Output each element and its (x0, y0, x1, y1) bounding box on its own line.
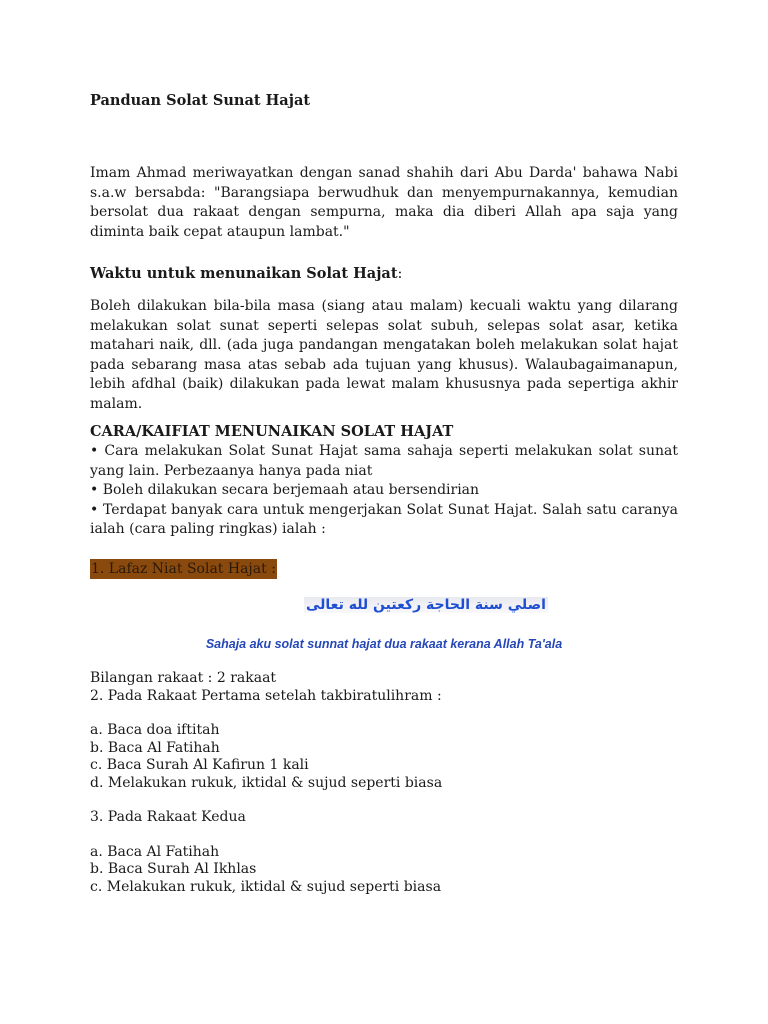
rakaat-kedua-heading: 3. Pada Rakaat Kedua (90, 809, 246, 825)
waktu-heading-colon: : (397, 266, 403, 282)
rakaat-kedua-step-b: b. Baca Surah Al Ikhlas (90, 861, 257, 877)
rakaat-kedua-step-c: c. Melakukan rukuk, iktidal & sujud seperti biasa (90, 878, 442, 895)
rakaat-pertama-step-d: d. Melakukan rukuk, iktidal & sujud seperti biasa (90, 774, 443, 791)
waktu-heading (90, 264, 402, 284)
niat-arabic-image: اصلي سنة الحاجة ركعتين لله تعالى (306, 597, 546, 613)
lafaz-niat-label: 1. Lafaz Niat Solat Hajat : (91, 561, 276, 577)
lafaz-niat-label-wrap (90, 558, 277, 579)
waktu-heading-text: Waktu untuk menunaikan Solat Hajat (90, 265, 398, 282)
intro-paragraph: Imam Ahmad meriwayatkan dengan sanad shahih dari Abu Darda' bahawa Nabi s.a.w bersabda: "Barangsiapa berwudhuk dan menyempurnakannya, kemudian bersolat dua rakaat dengan sempurna, maka dia diberi Allah apa saja yang diminta baik cepat ataupun lambat." (90, 165, 678, 240)
waktu-paragraph: Boleh dilakukan bila-bila masa (siang atau malam) kecuali waktu yang dilarang melakukan solat sunat seperti selepas solat subuh, selepas solat asar, ketika matahari naik, dll. (ada juga pandangan mengatakan boleh melakukan solat hajat pada sebarang masa atas sebab ada tujuan yang khusus). Walaubagaimanapun, lebih afdhal (baik) dilakukan pada lewat malam khususnya pada sepertiga akhir malam. (90, 298, 678, 412)
bullet-item-1: • Cara melakukan Solat Sunat Hajat sama sahaja seperti melakukan solat sunat yang lain. Perbezaanya hanya pada niat (90, 443, 678, 479)
rakaat-kedua-step-a: a. Baca Al Fatihah (90, 843, 220, 860)
rakaat-pertama-step-a: a. Baca doa iftitah (90, 722, 220, 738)
cara-bullet-list (90, 442, 678, 540)
rakaat-instructions (90, 670, 678, 896)
bullet-item-2: • Boleh dilakukan secara berjemaah atau bersendirian (90, 482, 480, 498)
rakaat-pertama-step-c: c. Baca Surah Al Kafirun 1 kali (90, 757, 309, 773)
rakaat-pertama-step-b: b. Baca Al Fatihah (90, 739, 220, 756)
cara-heading: CARA/KAIFIAT MENUNAIKAN SOLAT HAJAT (90, 423, 454, 440)
rakaat-pertama-heading: 2. Pada Rakaat Pertama setelah takbiratulihram : (90, 687, 442, 704)
bullet-item-3: • Terdapat banyak cara untuk mengerjakan Solat Sunat Hajat. Salah satu caranya ialah (cara paling ringkas) ialah : (90, 501, 678, 537)
niat-translation: Sahaja aku solat sunnat hajat dua rakaat kerana Allah Ta'ala (205, 637, 563, 651)
document-title: Panduan Solat Sunat Hajat (90, 92, 311, 109)
bilangan-rakaat: Bilangan rakaat : 2 rakaat (90, 670, 277, 686)
